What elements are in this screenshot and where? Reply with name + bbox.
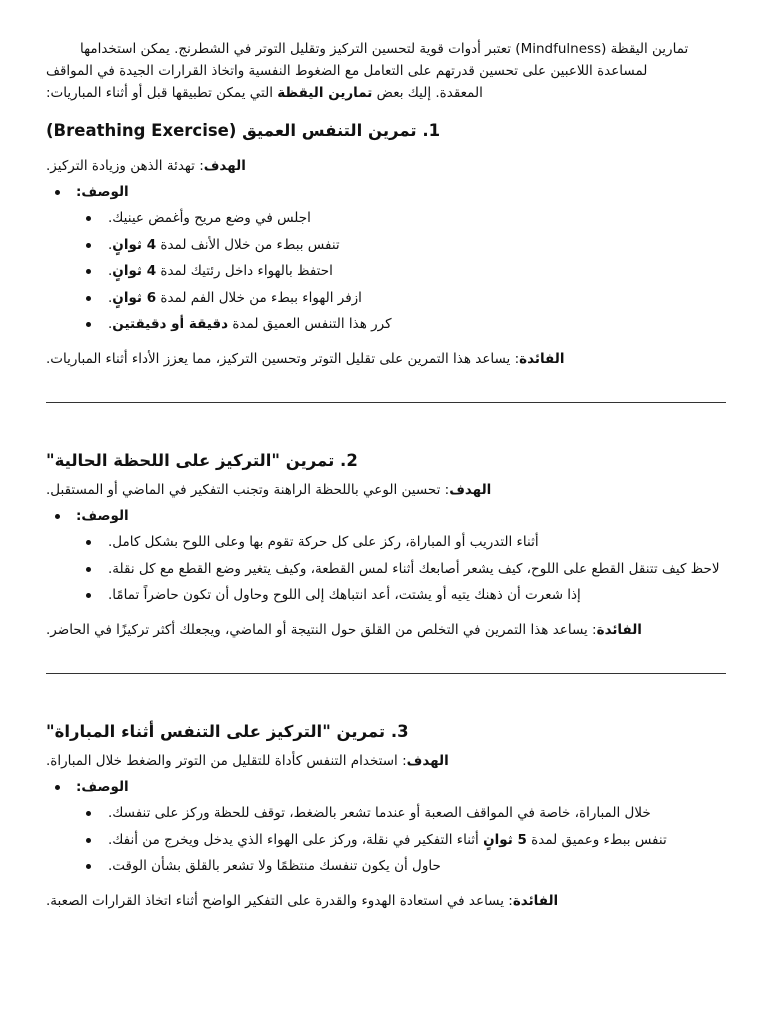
- steps-list-2: [46, 533, 726, 604]
- section-breathing: [46, 120, 726, 369]
- section-match-breathing: [46, 721, 726, 911]
- list-item: تنفس ببطء وعميق لمدة 5 ثوانٍ أثناء التفكير في نقلة، وركز على الهواء الذي يدخل ويخرج من أنفك.: [46, 831, 726, 849]
- goal-line-1: الهدف: تهدئة الذهن وزيادة التركيز.: [46, 158, 246, 174]
- intro-line-2: لمساعدة اللاعبين على تحسين قدرتهم على التعامل مع الضغوط النفسية واتخاذ القرارات الجيدة في المواقف: [46, 63, 648, 79]
- section-heading-3: 3. تمرين "التركيز على التنفس أثناء المباراة": [46, 722, 409, 741]
- list-item: أثناء التدريب أو المباراة، ركز على كل حركة تقوم بها وعلى اللوح بشكل كامل.: [46, 533, 726, 551]
- list-item: خلال المباراة، خاصة في المواقف الصعبة أو عندما تشعر بالضغط، توقف للحظة وركز على تنفسك.: [46, 804, 726, 822]
- list-item: إذا شعرت أن ذهنك يتيه أو يشتت، أعد انتباهك إلى اللوح وحاول أن تكون حاضراً تمامًا.: [46, 586, 726, 604]
- description-list-2: [46, 504, 726, 528]
- list-item: احتفظ بالهواء داخل رئتيك لمدة 4 ثوانٍ.: [46, 262, 726, 280]
- list-item: اجلس في وضع مريح وأغمض عينيك.: [46, 209, 726, 227]
- section-divider: [46, 402, 726, 403]
- list-item: ازفر الهواء ببطء من خلال الفم لمدة 6 ثوانٍ.: [46, 289, 726, 307]
- intro-line-3: المعقدة. إليك بعض تمارين اليقظة التي يمكن تطبيقها قبل أو أثناء المباريات:: [46, 85, 483, 101]
- list-item: حاول أن يكون تنفسك منتظمًا ولا تشعر بالقلق بشأن الوقت.: [46, 857, 726, 875]
- benefit-line-3: الفائدة: يساعد في استعادة الهدوء والقدرة على التفكير الواضح أثناء اتخاذ القرارات الصعبة.: [46, 893, 559, 909]
- section-heading-2: 2. تمرين "التركيز على اللحظة الحالية": [46, 451, 358, 470]
- section-divider: [46, 673, 726, 674]
- section-heading-1: 1. تمرين التنفس العميق (Breathing Exercise): [46, 121, 441, 140]
- benefit-line-2: الفائدة: يساعد هذا التمرين في التخلص من القلق حول النتيجة أو الماضي، ويجعلك أكثر تركيزًا في الحاضر.: [46, 622, 642, 638]
- description-label-3: الوصف:: [46, 775, 726, 799]
- list-item: كرر هذا التنفس العميق لمدة دقيقة أو دقيقتين.: [46, 315, 726, 333]
- intro-paragraph: [46, 38, 726, 104]
- description-label-2: الوصف:: [46, 504, 726, 528]
- list-item: لاحظ كيف تتنقل القطع على اللوح، كيف يشعر أصابعك أثناء لمس القطعة، وكيف يتغير وضع القطع مع كل نقلة.: [46, 560, 726, 578]
- intro-line-1: تعتبر أدوات قوية لتحسين التركيز وتقليل التوتر في الشطرنج. يمكن استخدامها (Mindfulness) تمارين اليقظة: [80, 41, 689, 57]
- goal-line-3: الهدف: استخدام التنفس كأداة للتقليل من التوتر والضغط خلال المباراة.: [46, 753, 449, 769]
- description-list-1: [46, 180, 726, 204]
- description-label-1: الوصف:: [46, 180, 726, 204]
- section-present-moment: [46, 450, 726, 640]
- benefit-line-1: الفائدة: يساعد هذا التمرين على تقليل التوتر وتحسين التركيز، مما يعزز الأداء أثناء المباريات.: [46, 351, 565, 367]
- document-page: [46, 38, 726, 911]
- steps-list-3: [46, 804, 726, 875]
- goal-line-2: الهدف: تحسين الوعي باللحظة الراهنة وتجنب التفكير في الماضي أو المستقبل.: [46, 482, 492, 498]
- list-item: تنفس ببطء من خلال الأنف لمدة 4 ثوانٍ.: [46, 236, 726, 254]
- description-list-3: [46, 775, 726, 799]
- steps-list-1: [46, 209, 726, 333]
